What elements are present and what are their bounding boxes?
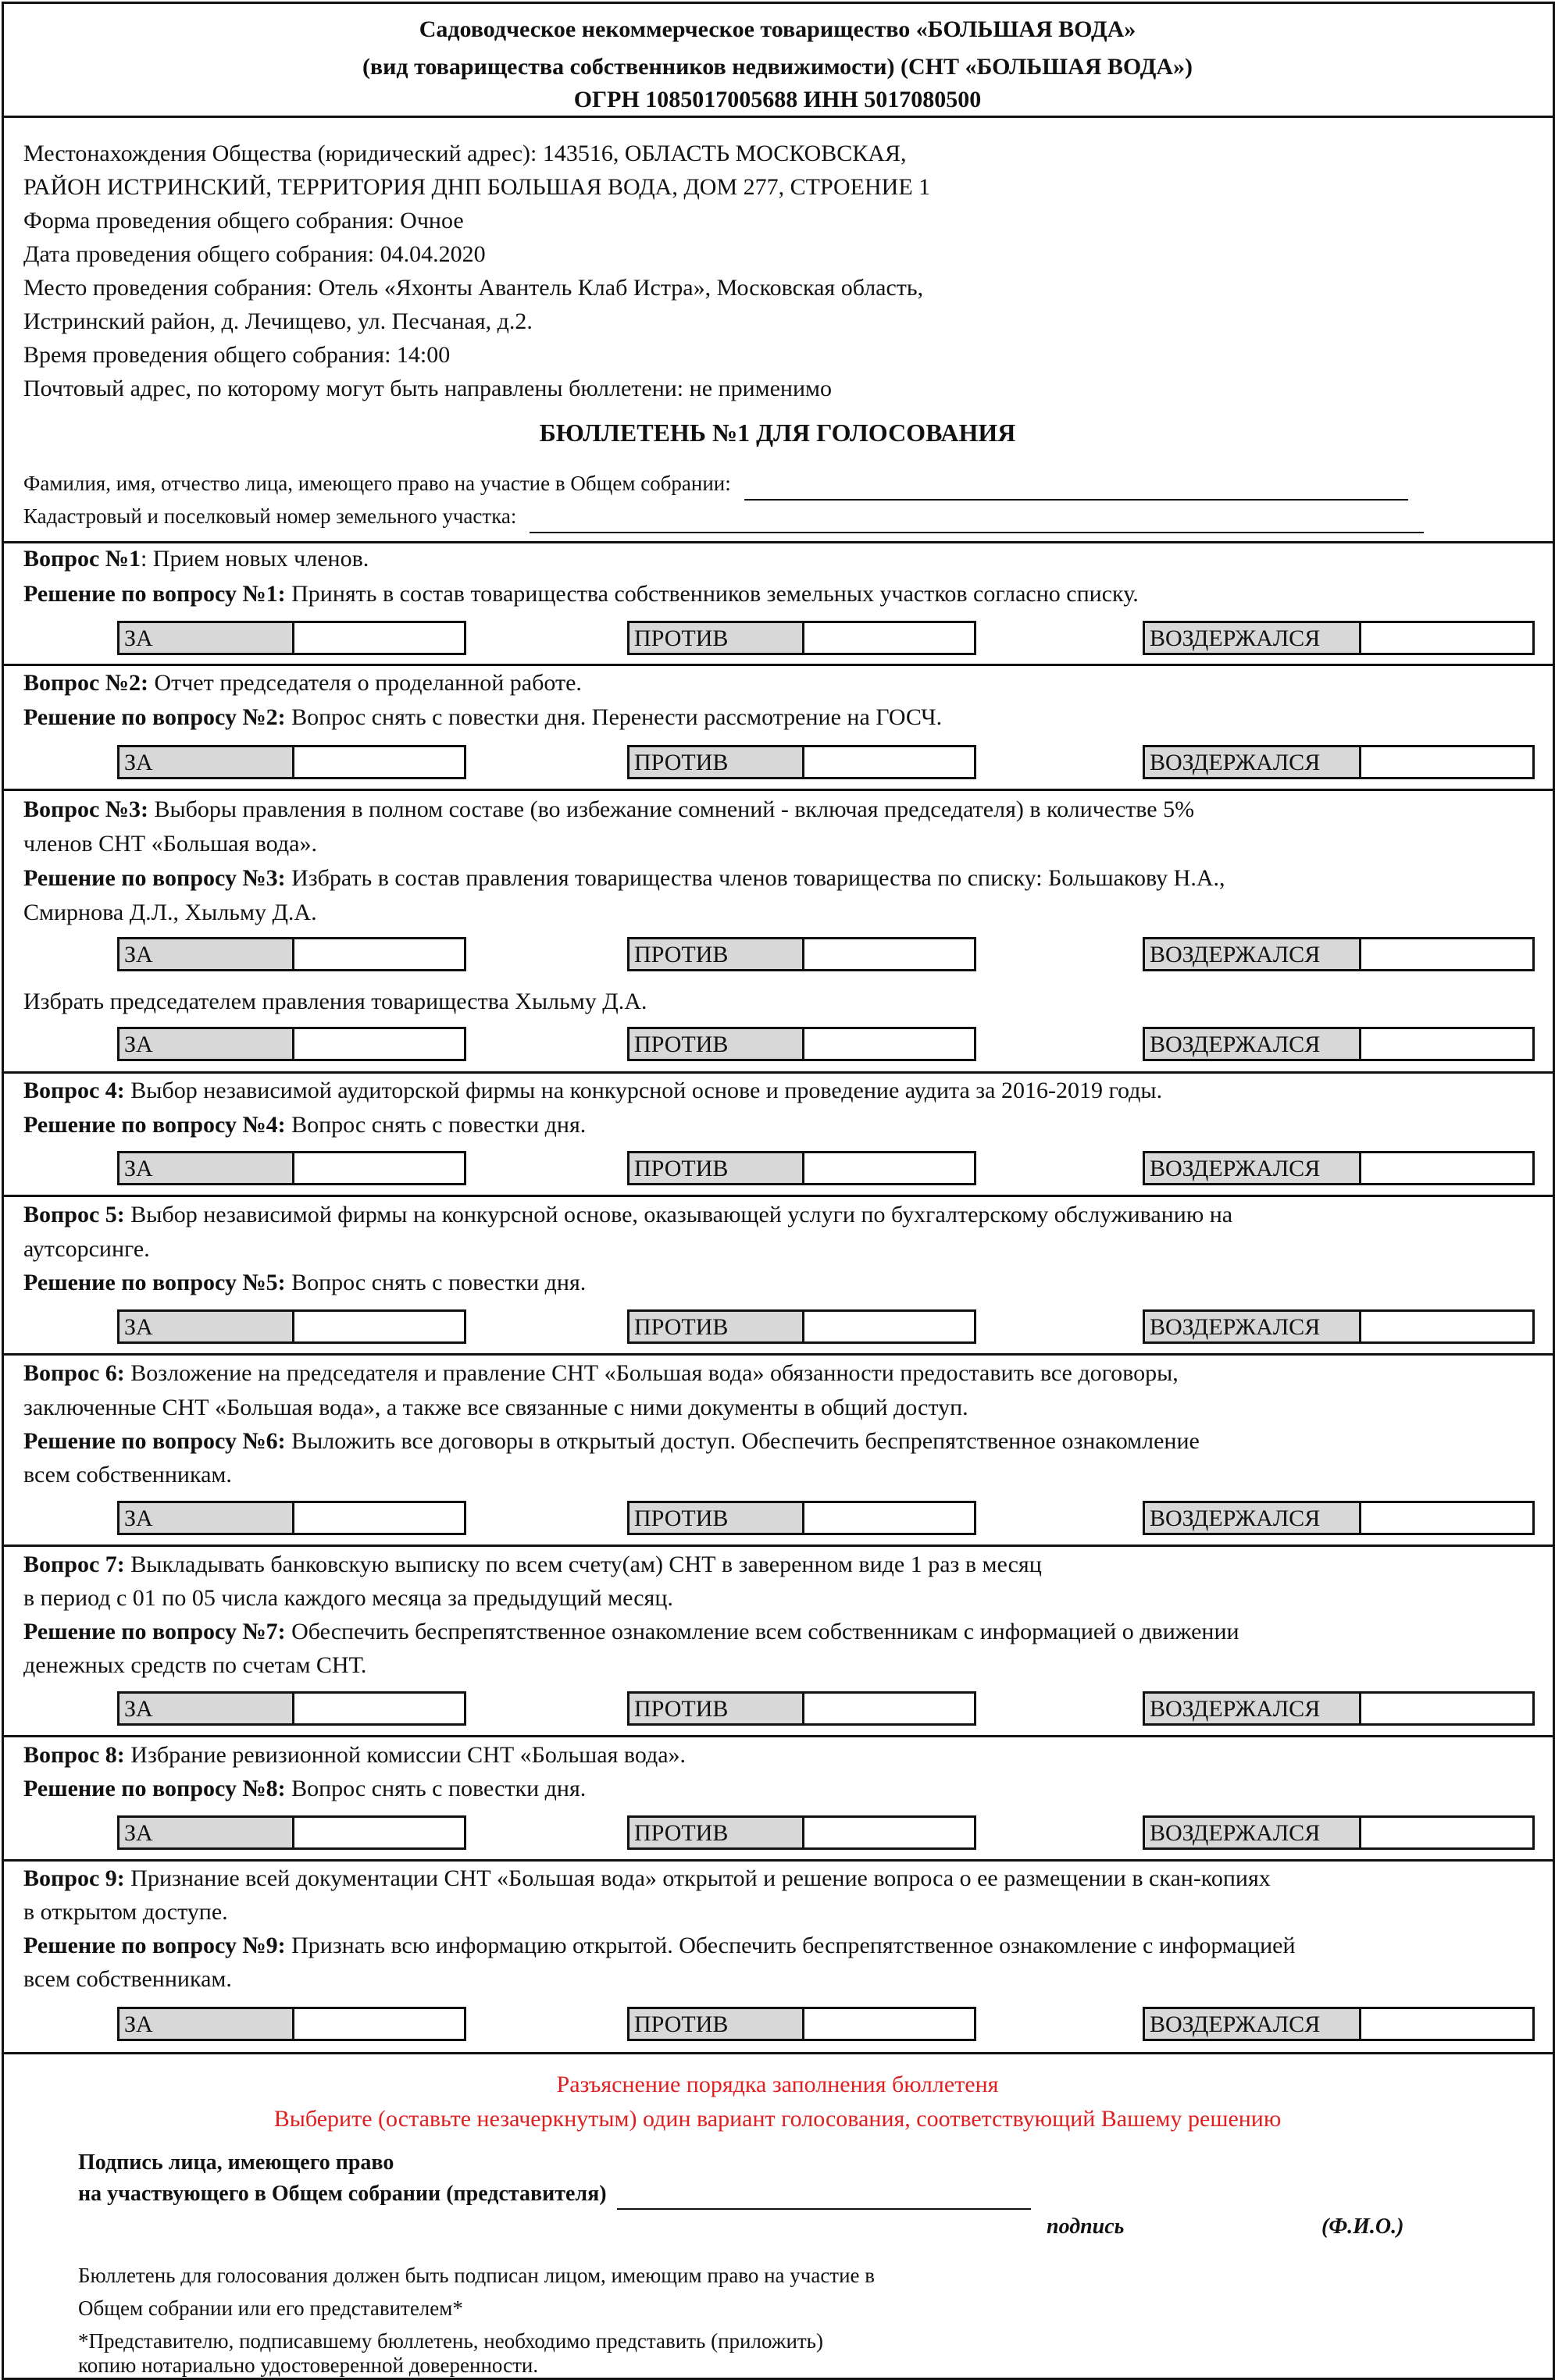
decision-1: Решение по вопросу №1: Принять в состав товарищества собственников земельных участков согласно списку. bbox=[23, 581, 1139, 607]
checkbox[interactable] bbox=[804, 939, 974, 969]
vote-abstain-9[interactable]: ВОЗДЕРЖАЛСЯ bbox=[1143, 2007, 1535, 2041]
checkbox[interactable] bbox=[294, 623, 464, 653]
checkbox[interactable] bbox=[1361, 747, 1532, 777]
vote-abstain-4[interactable]: ВОЗДЕРЖАЛСЯ bbox=[1143, 1151, 1535, 1185]
vote-options-2 bbox=[0, 745, 1555, 781]
header-divider bbox=[2, 116, 1555, 118]
fio-label: Фамилия, имя, отчество лица, имеющего право на участие в Общем собрании: bbox=[23, 472, 731, 495]
checkbox[interactable] bbox=[294, 1029, 464, 1059]
checkbox[interactable] bbox=[804, 1029, 974, 1059]
checkbox[interactable] bbox=[294, 939, 464, 969]
footer-note-4: копию нотариально удостоверенной доверенности. bbox=[78, 2353, 539, 2377]
decision-3: Решение по вопросу №3: Избрать в состав правления товарищества членов товарищества по списку: Большакову Н.А., bbox=[23, 865, 1225, 891]
question-2: Вопрос №2: Отчет председателя о проделанной работе. bbox=[23, 670, 582, 696]
instructions-title: Разъяснение порядка заполнения бюллетеня bbox=[556, 2072, 999, 2097]
meeting-place-2: Истринский район, д. Лечищево, ул. Песчаная, д.2. bbox=[23, 308, 533, 334]
vote-for-7[interactable]: ЗА bbox=[117, 1691, 466, 1726]
vote-for-3b[interactable]: ЗА bbox=[117, 1027, 466, 1061]
vote-against-9[interactable]: ПРОТИВ bbox=[627, 2007, 976, 2041]
vote-against-7[interactable]: ПРОТИВ bbox=[627, 1691, 976, 1726]
question-9-cont: в открытом доступе. bbox=[23, 1899, 228, 1925]
checkbox[interactable] bbox=[1361, 1029, 1532, 1059]
vote-against-4[interactable]: ПРОТИВ bbox=[627, 1151, 976, 1185]
question-6-cont: заключенные СНТ «Большая вода», а также все связанные с ними документы в общий доступ. bbox=[23, 1395, 968, 1420]
question-3-cont: членов СНТ «Большая вода». bbox=[23, 831, 317, 857]
instructions-text: Выберите (оставьте незачеркнутым) один вариант голосования, соответствующий Вашему решению bbox=[273, 2106, 1282, 2132]
vote-against-3a[interactable]: ПРОТИВ bbox=[627, 937, 976, 971]
meeting-place-1: Место проведения собрания: Отель «Яхонты Авантель Клаб Истра», Московская область, bbox=[23, 275, 924, 301]
question-1: Вопрос №1: Прием новых членов. bbox=[23, 546, 369, 572]
vote-options-4 bbox=[0, 1151, 1555, 1187]
vote-options-1 bbox=[0, 621, 1555, 657]
signature-label-1: Подпись лица, имеющего право bbox=[78, 2150, 394, 2175]
checkbox[interactable] bbox=[804, 747, 974, 777]
vote-abstain-1[interactable]: ВОЗДЕРЖАЛСЯ bbox=[1143, 621, 1535, 655]
address-line-2: РАЙОН ИСТРИНСКИЙ, ТЕРРИТОРИЯ ДНП БОЛЬШАЯ ВОДА, ДОМ 277, СТРОЕНИЕ 1 bbox=[23, 174, 931, 200]
vote-against-1[interactable]: ПРОТИВ bbox=[627, 621, 976, 655]
vote-abstain-5[interactable]: ВОЗДЕРЖАЛСЯ bbox=[1143, 1309, 1535, 1344]
decision-9: Решение по вопросу №9: Признать всю информацию открытой. Обеспечить беспрепятственное ознакомление с информацией bbox=[23, 1933, 1296, 1958]
footer-note-3: *Представителю, подписавшему бюллетень, необходимо представить (приложить) bbox=[78, 2329, 823, 2353]
question-9: Вопрос 9: Признание всей документации СНТ «Большая вода» открытой и решение вопроса о ее размещении в скан-копиях bbox=[23, 1865, 1271, 1891]
checkbox[interactable] bbox=[1361, 1312, 1532, 1341]
section-divider bbox=[2, 1545, 1555, 1547]
decision-5: Решение по вопросу №5: Вопрос снять с повестки дня. bbox=[23, 1270, 587, 1295]
vote-abstain-2[interactable]: ВОЗДЕРЖАЛСЯ bbox=[1143, 745, 1535, 779]
checkbox[interactable] bbox=[804, 1503, 974, 1533]
vote-against-2[interactable]: ПРОТИВ bbox=[627, 745, 976, 779]
checkbox[interactable] bbox=[1361, 1153, 1532, 1183]
checkbox[interactable] bbox=[294, 1503, 464, 1533]
section-divider bbox=[2, 1195, 1555, 1197]
cadastre-label: Кадастровый и поселковый номер земельного участка: bbox=[23, 504, 517, 528]
vote-for-9[interactable]: ЗА bbox=[117, 2007, 466, 2041]
decision-2: Решение по вопросу №2: Вопрос снять с повестки дня. Перенести рассмотрение на ГОСЧ. bbox=[23, 704, 943, 730]
question-4: Вопрос 4: Выбор независимой аудиторской фирмы на конкурсной основе и проведение аудита за 2016-2019 годы. bbox=[23, 1078, 1163, 1103]
decision-8: Решение по вопросу №8: Вопрос снять с повестки дня. bbox=[23, 1776, 587, 1801]
section-divider bbox=[2, 789, 1555, 791]
vote-abstain-3b[interactable]: ВОЗДЕРЖАЛСЯ bbox=[1143, 1027, 1535, 1061]
decision-7-cont: денежных средств по счетам СНТ. bbox=[23, 1652, 367, 1678]
footer-note-2: Общем собрании или его представителем* bbox=[78, 2296, 463, 2320]
question-5: Вопрос 5: Выбор независимой фирмы на конкурсной основе, оказывающей услуги по бухгалтерскому обслуживанию на bbox=[23, 1202, 1233, 1227]
decision-3-cont: Смирнова Д.Л., Хыльму Д.А. bbox=[23, 900, 317, 925]
vote-options-3b bbox=[0, 1027, 1555, 1063]
meeting-date: Дата проведения общего собрания: 04.04.2020 bbox=[23, 241, 486, 267]
vote-for-4[interactable]: ЗА bbox=[117, 1151, 466, 1185]
vote-against-3b[interactable]: ПРОТИВ bbox=[627, 1027, 976, 1061]
checkbox[interactable] bbox=[1361, 623, 1532, 653]
signature-label-2: на участвующего в Общем собрании (представителя) bbox=[78, 2179, 1031, 2210]
checkbox[interactable] bbox=[1361, 1818, 1532, 1847]
vote-against-5[interactable]: ПРОТИВ bbox=[627, 1309, 976, 1344]
org-ids: ОГРН 1085017005688 ИНН 5017080500 bbox=[573, 87, 982, 112]
checkbox[interactable] bbox=[804, 2009, 974, 2039]
checkbox[interactable] bbox=[294, 1153, 464, 1183]
checkbox[interactable] bbox=[1361, 1694, 1532, 1723]
vote-abstain-6[interactable]: ВОЗДЕРЖАЛСЯ bbox=[1143, 1501, 1535, 1535]
vote-abstain-8[interactable]: ВОЗДЕРЖАЛСЯ bbox=[1143, 1815, 1535, 1850]
fio-input-line[interactable] bbox=[744, 477, 1408, 501]
question-7: Вопрос 7: Выкладывать банковскую выписку по всем счету(ам) СНТ в заверенном виде 1 раз в месяц bbox=[23, 1552, 1042, 1577]
address-line-1: Местонахождения Общества (юридический адрес): 143516, ОБЛАСТЬ МОСКОВСКАЯ, bbox=[23, 141, 907, 166]
vote-for-8[interactable]: ЗА bbox=[117, 1815, 466, 1850]
question-6: Вопрос 6: Возложение на председателя и правление СНТ «Большая вода» обязанности предоставить все договоры, bbox=[23, 1360, 1179, 1386]
checkbox[interactable] bbox=[1361, 2009, 1532, 2039]
signature-line[interactable] bbox=[617, 2188, 1031, 2210]
meeting-form: Форма проведения общего собрания: Очное bbox=[23, 208, 464, 233]
decision-4: Решение по вопросу №4: Вопрос снять с повестки дня. bbox=[23, 1112, 587, 1138]
footer-note-1: Бюллетень для голосования должен быть подписан лицом, имеющим право на участие в bbox=[78, 2264, 876, 2287]
section-divider bbox=[2, 1735, 1555, 1737]
vote-options-5 bbox=[0, 1309, 1555, 1345]
decision-6-cont: всем собственникам. bbox=[23, 1462, 232, 1488]
vote-for-2[interactable]: ЗА bbox=[117, 745, 466, 779]
vote-abstain-3a[interactable]: ВОЗДЕРЖАЛСЯ bbox=[1143, 937, 1535, 971]
signature-caption: подпись bbox=[1047, 2214, 1125, 2239]
vote-for-5[interactable]: ЗА bbox=[117, 1309, 466, 1344]
postal-address: Почтовый адрес, по которому могут быть направлены бюллетени: не применимо bbox=[23, 376, 833, 401]
checkbox[interactable] bbox=[294, 1312, 464, 1341]
ballot-title: БЮЛЛЕТЕНЬ №1 ДЛЯ ГОЛОСОВАНИЯ bbox=[539, 419, 1016, 447]
decision-7: Решение по вопросу №7: Обеспечить беспрепятственное ознакомление всем собственникам с информацией о движении bbox=[23, 1619, 1239, 1644]
cadastre-input-line[interactable] bbox=[530, 510, 1424, 533]
org-type: (вид товарищества собственников недвижимости) (СНТ «БОЛЬШАЯ ВОДА») bbox=[362, 54, 1193, 80]
vote-abstain-7[interactable]: ВОЗДЕРЖАЛСЯ bbox=[1143, 1691, 1535, 1726]
vote-options-8 bbox=[0, 1815, 1555, 1851]
checkbox[interactable] bbox=[294, 747, 464, 777]
vote-options-7 bbox=[0, 1691, 1555, 1727]
vote-for-6[interactable]: ЗА bbox=[117, 1501, 466, 1535]
checkbox[interactable] bbox=[804, 1312, 974, 1341]
decision-6: Решение по вопросу №6: Выложить все договоры в открытый доступ. Обеспечить беспрепятственное ознакомление bbox=[23, 1428, 1200, 1454]
checkbox[interactable] bbox=[1361, 939, 1532, 969]
org-name: Садоводческое некоммерческое товарищество «БОЛЬШАЯ ВОДА» bbox=[419, 16, 1136, 42]
fio-field bbox=[23, 467, 1408, 501]
decision-3-chair: Избрать председателем правления товарищества Хыльму Д.А. bbox=[23, 989, 647, 1014]
meeting-time: Время проведения общего собрания: 14:00 bbox=[23, 342, 451, 368]
checkbox[interactable] bbox=[294, 2009, 464, 2039]
vote-options-6 bbox=[0, 1501, 1555, 1537]
name-caption: (Ф.И.О.) bbox=[1321, 2214, 1404, 2239]
cadastre-field bbox=[23, 500, 1424, 533]
question-7-cont: в период с 01 по 05 числа каждого месяца за предыдущий месяц. bbox=[23, 1585, 673, 1611]
section-divider bbox=[2, 2052, 1555, 2054]
checkbox[interactable] bbox=[804, 1153, 974, 1183]
vote-against-6[interactable]: ПРОТИВ bbox=[627, 1501, 976, 1535]
checkbox[interactable] bbox=[294, 1694, 464, 1723]
vote-options-3a bbox=[0, 937, 1555, 973]
checkbox[interactable] bbox=[804, 623, 974, 653]
checkbox[interactable] bbox=[1361, 1503, 1532, 1533]
checkbox[interactable] bbox=[804, 1694, 974, 1723]
question-5-cont: аутсорсинге. bbox=[23, 1236, 150, 1262]
vote-options-9 bbox=[0, 2007, 1555, 2043]
question-8: Вопрос 8: Избрание ревизионной комиссии СНТ «Большая вода». bbox=[23, 1742, 687, 1768]
vote-for-1[interactable]: ЗА bbox=[117, 621, 466, 655]
question-3: Вопрос №3: Выборы правления в полном составе (во избежание сомнений - включая председателя) в количестве 5% bbox=[23, 796, 1195, 822]
section-divider bbox=[2, 1353, 1555, 1356]
checkbox[interactable] bbox=[294, 1818, 464, 1847]
vote-for-3a[interactable]: ЗА bbox=[117, 937, 466, 971]
vote-against-8[interactable]: ПРОТИВ bbox=[627, 1815, 976, 1850]
checkbox[interactable] bbox=[804, 1818, 974, 1847]
decision-9-cont: всем собственникам. bbox=[23, 1966, 232, 1992]
